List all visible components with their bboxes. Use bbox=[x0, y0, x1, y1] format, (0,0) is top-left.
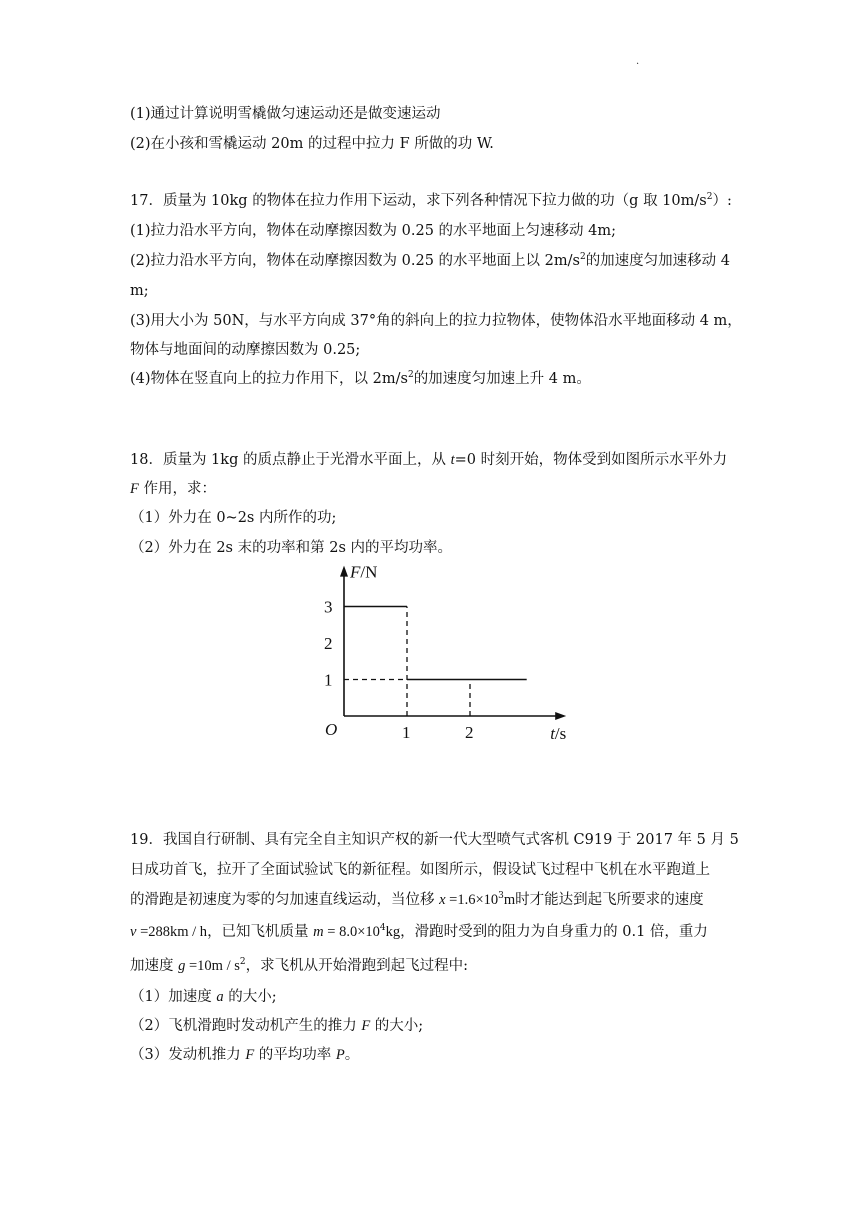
q19-x-sup: 3 bbox=[498, 891, 504, 901]
y-tick-label-2: 2 bbox=[324, 634, 333, 653]
chart-layer bbox=[324, 563, 566, 743]
origin-label: O bbox=[325, 720, 338, 739]
q16-part1: (1)通过计算说明雪橇做匀速运动还是做变速运动 bbox=[130, 106, 441, 122]
q16-part2: (2)在小孩和雪橇运动 20m 的过程中拉力 F 所做的功 W. bbox=[130, 136, 494, 152]
q19-part1 bbox=[130, 987, 735, 1007]
q19-x-value: =1.6×10 bbox=[445, 892, 499, 908]
q19-line3 bbox=[130, 890, 735, 910]
x-tick-label-2: 2 bbox=[465, 723, 474, 742]
x-axis-label-var: t bbox=[550, 724, 555, 743]
q19-line5 bbox=[130, 956, 735, 976]
y-axis-label-var: F bbox=[350, 562, 361, 582]
q19-line5-text: 加速度 bbox=[130, 958, 179, 974]
header-dot: . bbox=[636, 56, 640, 67]
q19-line4-text-end: ，滑跑时受到的阻力为自身重力的 0.1 倍，重力 bbox=[400, 924, 708, 940]
q19-line3-text-end: 时才能达到起飞所要求的速度 bbox=[515, 892, 704, 908]
q19-m-value: = 8.0×10 bbox=[323, 924, 380, 940]
q19-g-value: =10m / s bbox=[185, 958, 240, 974]
x-axis-arrow bbox=[555, 712, 566, 720]
q18-stem-text-end: 作用，求： bbox=[138, 481, 216, 497]
q17-part3-cont: 物体与地面间的动摩擦因数为 0.25; bbox=[130, 342, 361, 358]
q19-m-unit: kg bbox=[385, 924, 401, 940]
q18-stem-cont bbox=[130, 479, 735, 499]
q19-v-value: =288km / h bbox=[136, 924, 208, 940]
q19-line1: 19．我国自行研制、具有完全自主知识产权的新一代大型喷气式客机 C919 于 2017 年 5 月 5 bbox=[130, 832, 739, 848]
q19-line2: 日成功首飞，拉开了全面试验试飞的新征程。如图所示，假设试飞过程中飞机在水平跑道上 bbox=[130, 862, 710, 878]
q17-stem-text-end: ）: bbox=[712, 193, 732, 209]
y-axis-label bbox=[349, 563, 377, 582]
q19-part1-text: （1）加速度 bbox=[130, 989, 217, 1005]
q17-part2-cont: m; bbox=[130, 283, 149, 299]
q19-part3-text: （3）发动机推力 bbox=[130, 1047, 246, 1063]
q17-part4 bbox=[130, 369, 735, 389]
q19-part2-var: F bbox=[361, 1018, 371, 1034]
q19-part2 bbox=[130, 1016, 735, 1036]
q19-g-sup: 2 bbox=[239, 957, 246, 967]
q19-part3-var2: P bbox=[335, 1047, 345, 1063]
q19-var-m: m bbox=[313, 924, 324, 940]
q17-part4-text-end: 的加速度匀加速上升 4 m。 bbox=[413, 371, 591, 387]
q17-stem bbox=[130, 191, 735, 211]
q17-part4-text: (4)物体在竖直向上的拉力作用下，以 2m/s bbox=[130, 371, 408, 387]
q19-line3-text: 的滑跑是初速度为零的匀加速直线运动，当位移 bbox=[130, 892, 440, 908]
q19-var-v: v bbox=[130, 924, 137, 940]
q18-stem-F: F bbox=[130, 481, 139, 497]
q19-m-sup: 4 bbox=[379, 923, 386, 933]
q19-part1-text-end: 的大小; bbox=[223, 989, 277, 1005]
y-axis-arrow bbox=[340, 566, 348, 577]
q17-stem-sup: 2 bbox=[706, 192, 713, 202]
q18-stem-text-mid: =0 时刻开始，物体受到如图所示水平外力 bbox=[454, 452, 728, 468]
q19-part3 bbox=[130, 1045, 735, 1065]
q17-part4-sup: 2 bbox=[407, 370, 414, 380]
q19-part2-text-end: 的大小; bbox=[370, 1018, 424, 1034]
y-tick-label-1: 1 bbox=[324, 670, 333, 690]
x-tick-label-1: 1 bbox=[402, 723, 411, 742]
y-tick-label-3: 3 bbox=[324, 597, 333, 617]
q17-part3: (3)用大小为 50N，与水平方向成 37°角的斜向上的拉力拉物体，使物体沿水平地面移动 4 m， bbox=[130, 313, 742, 329]
q18-part2: （2）外力在 2s 末的功率和第 2s 内的平均功率。 bbox=[130, 540, 452, 556]
q17-stem-text: 17．质量为 10kg 的物体在拉力作用下运动，求下列各种情况下拉力做的功（g 取 10m/s bbox=[130, 193, 707, 209]
x-axis-label-unit: /s bbox=[554, 724, 567, 743]
q19-part3-text-end: 。 bbox=[344, 1047, 360, 1063]
q19-part1-var: a bbox=[216, 989, 224, 1005]
q17-part2-text: (2)拉力沿水平方向，物体在动摩擦因数为 0.25 的水平地面上以 2m/s bbox=[130, 253, 580, 269]
force-time-chart bbox=[310, 560, 567, 750]
q19-part2-text: （2）飞机滑跑时发动机产生的推力 bbox=[130, 1018, 362, 1034]
q18-part1: （1）外力在 0~2s 内所作的功; bbox=[130, 510, 337, 526]
q19-part3-var: F bbox=[245, 1047, 255, 1063]
q17-part2 bbox=[130, 251, 735, 271]
q18-stem bbox=[130, 450, 735, 470]
x-axis-label bbox=[550, 724, 566, 743]
q17-part1: (1)拉力沿水平方向，物体在动摩擦因数为 0.25 的水平地面上匀速移动 4m; bbox=[130, 223, 617, 239]
q17-part2-sup: 2 bbox=[579, 252, 586, 262]
q19-var-x: x bbox=[439, 892, 446, 908]
q18-stem-t: t bbox=[450, 452, 455, 468]
q19-line4 bbox=[130, 922, 735, 942]
q18-stem-text: 18．质量为 1kg 的质点静止于光滑水平面上，从 bbox=[130, 452, 451, 468]
q19-part3-text-mid: 的平均功率 bbox=[254, 1047, 336, 1063]
q19-var-g: g bbox=[178, 958, 186, 974]
q19-line5-text-end: ，求飞机从开始滑跑到起飞过程中: bbox=[245, 958, 468, 974]
y-axis-label-unit: /N bbox=[360, 562, 378, 582]
q17-part2-text-end: 的加速度匀加速移动 4 bbox=[585, 253, 731, 269]
q19-line4-text: ，已知飞机质量 bbox=[207, 924, 314, 940]
q19-x-unit: m bbox=[503, 892, 516, 908]
